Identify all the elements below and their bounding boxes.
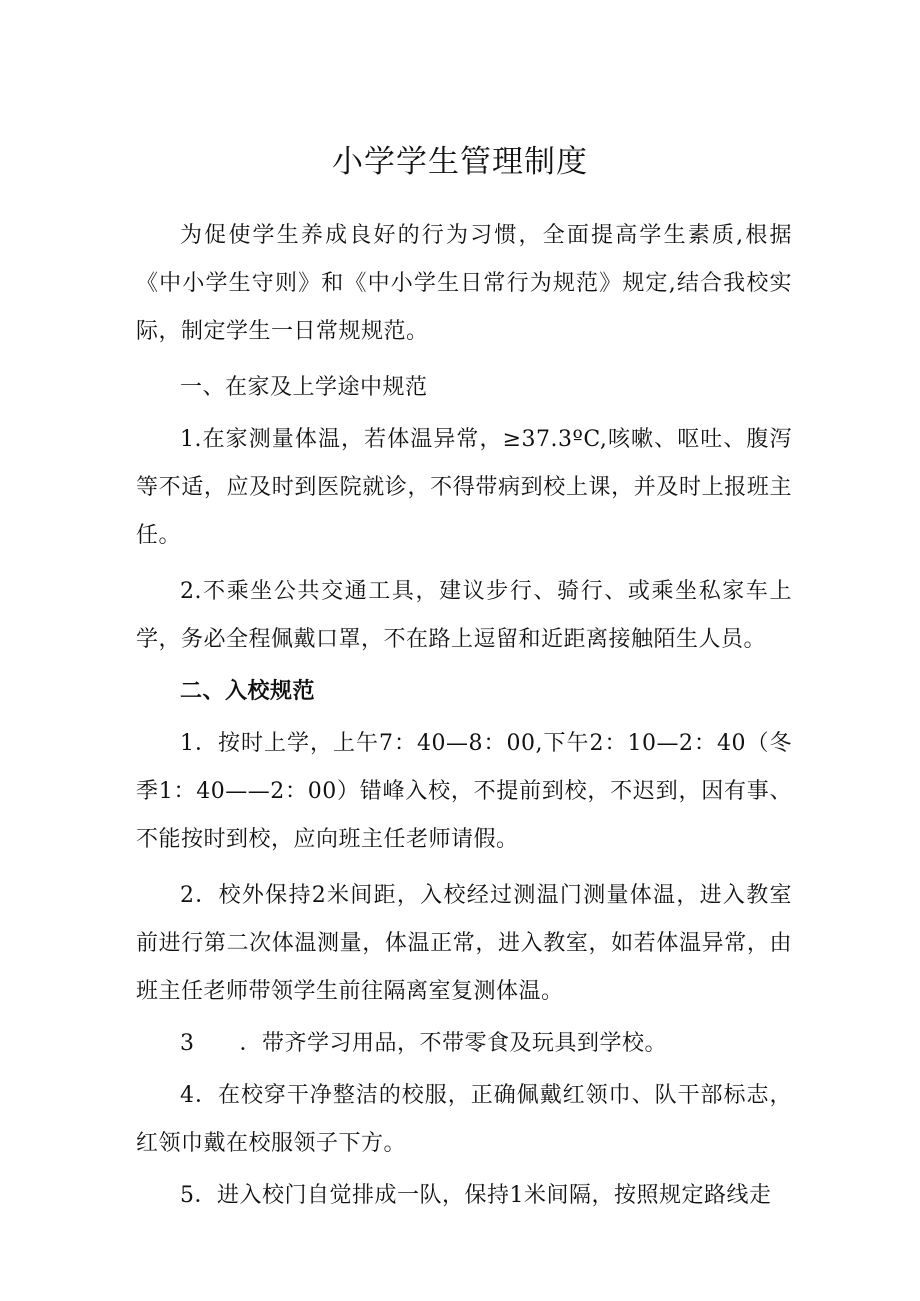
section-2-item-3: 3 ．带齐学习用品，不带零食及玩具到学校。 bbox=[180, 1031, 667, 1056]
section-2-item-4: 4．在校穿干净整洁的校服，正确佩戴红领巾、队干部标志，红领巾戴在校服领子下方。 bbox=[136, 1083, 792, 1156]
section-1-heading: 一、在家及上学途中规范 bbox=[180, 375, 428, 400]
section-2-item-5: 5．进入校门自觉排成一队，保持1米间隔，按照规定路线走 bbox=[180, 1183, 772, 1208]
section-1-item-2: 2.不乘坐公共交通工具，建议步行、骑行、或乘坐私家车上学，务必全程佩戴口罩，不在路上逗留和近距离接触陌生人员。 bbox=[136, 579, 792, 652]
document-title: 小学学生管理制度 bbox=[332, 144, 588, 180]
section-2-heading: 二、入校规范 bbox=[180, 679, 316, 704]
intro-paragraph: 为促使学生养成良好的行为习惯，全面提高学生素质,根据《中小学生守则》和《中小学生日常行为规范》规定,结合我校实际，制定学生一日常规规范。 bbox=[136, 223, 792, 344]
section-1-item-1: 1.在家测量体温，若体温异常，≥37.3ºC,咳嗽、呕吐、腹泻等不适，应及时到医院就诊，不得带病到校上课，并及时上报班主任。 bbox=[136, 427, 792, 548]
section-2-item-2: 2．校外保持2米间距，入校经过测温门测量体温，进入教室前进行第二次体温测量，体温正常，进入教室，如若体温异常，由班主任老师带领学生前往隔离室复测体温。 bbox=[136, 883, 792, 1004]
document-body bbox=[136, 212, 792, 1220]
section-2-item-1: 1．按时上学，上午7：40—8：00,下午2：10—2：40（冬季1：40——2：00）错峰入校，不提前到校，不迟到，因有事、不能按时到校，应向班主任老师请假。 bbox=[136, 731, 792, 852]
